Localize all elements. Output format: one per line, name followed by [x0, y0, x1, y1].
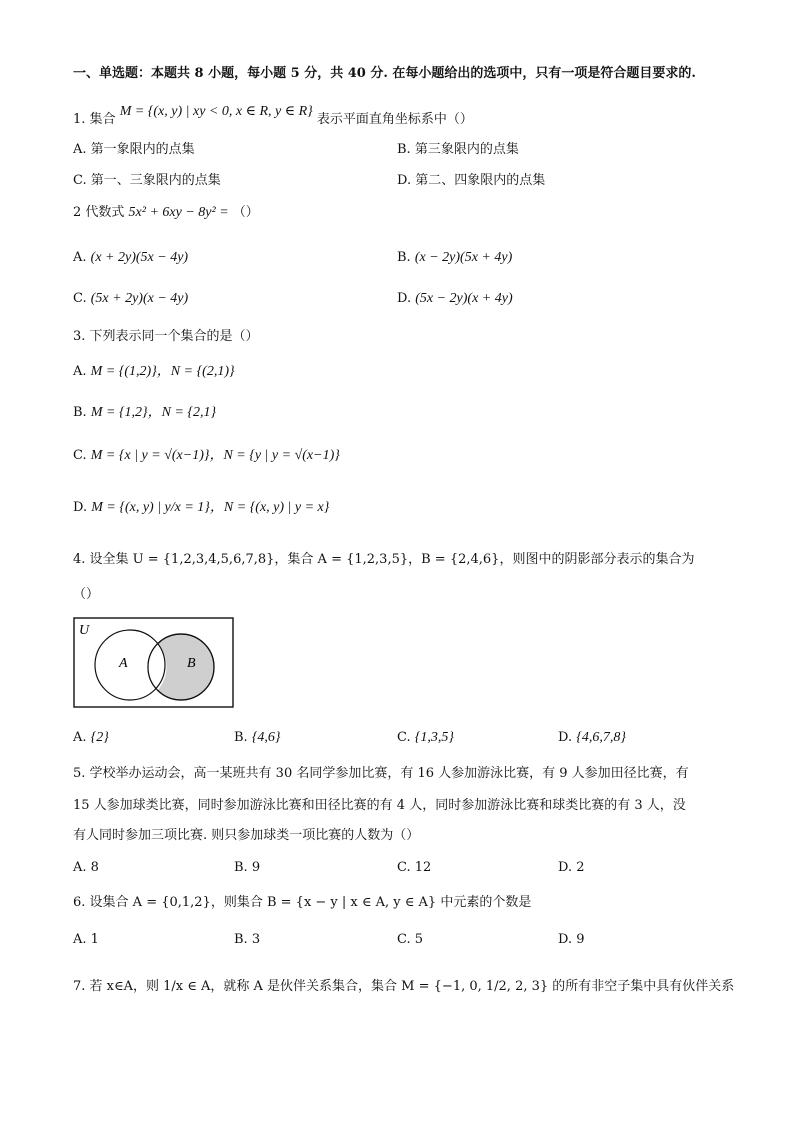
- option-text: M = {(x, y) | y/x = 1}，N = {(x, y) | y = x}: [91, 500, 330, 515]
- venn-universe-label: U: [79, 623, 90, 638]
- option-text: 5: [414, 932, 424, 947]
- q2-option-b[interactable]: [397, 248, 512, 268]
- option-label: A.: [73, 364, 87, 379]
- option-text: 8: [90, 860, 99, 875]
- q5-option-a[interactable]: [73, 858, 99, 878]
- option-text: 第一象限内的点集: [90, 142, 195, 157]
- q4-stem-cont: （）: [73, 587, 100, 602]
- q1-option-d[interactable]: [397, 171, 545, 191]
- section-title: 一、单选题：本题共 8 小题，每小题 5 分，共 40 分. 在每小题给出的选项中，只有一项是符合题目要求的.: [73, 66, 696, 81]
- option-label: C.: [73, 291, 87, 306]
- q6-option-a[interactable]: [73, 930, 99, 950]
- q2-number: 2 代数式: [73, 205, 125, 220]
- option-label: D.: [558, 860, 573, 875]
- option-text: 12: [414, 860, 432, 875]
- option-text: {4,6}: [251, 730, 281, 745]
- q2-option-d[interactable]: [397, 289, 513, 309]
- option-text: 第一、三象限内的点集: [90, 173, 221, 188]
- q1-math: M = {(x, y) | xy < 0, x ∈ R, y ∈ R}: [119, 104, 313, 119]
- option-label: C.: [397, 932, 411, 947]
- q2-option-c[interactable]: [73, 289, 188, 309]
- q4-option-c[interactable]: [397, 728, 454, 748]
- option-label: A.: [73, 932, 87, 947]
- q2-stem: [73, 203, 259, 223]
- option-label: B.: [397, 250, 411, 265]
- q6-option-b[interactable]: [234, 930, 260, 950]
- option-text: (x + 2y)(5x − 4y): [90, 250, 189, 265]
- option-label: A.: [73, 250, 87, 265]
- option-text: {4,6,7,8}: [576, 730, 626, 745]
- q3-option-b[interactable]: [73, 403, 216, 423]
- option-label: D.: [558, 932, 573, 947]
- option-text: {2}: [90, 730, 109, 745]
- q6-option-d[interactable]: [558, 930, 585, 950]
- q4-option-a[interactable]: [73, 728, 109, 748]
- option-label: B.: [234, 730, 248, 745]
- option-text: M = {(1,2)}，N = {(2,1)}: [90, 364, 235, 379]
- option-label: D.: [397, 291, 412, 306]
- q2-stem-tail: （）: [232, 205, 259, 220]
- q6-option-c[interactable]: [397, 930, 423, 950]
- option-text: {1,3,5}: [414, 730, 454, 745]
- option-text: M = {x | y = √(x−1)}，N = {y | y = √(x−1)}: [90, 448, 340, 463]
- option-label: A.: [73, 142, 87, 157]
- option-label: C.: [397, 860, 411, 875]
- option-label: D.: [73, 500, 88, 515]
- q1-stem: [73, 104, 473, 130]
- option-text: 1: [90, 932, 99, 947]
- q1-option-c[interactable]: [73, 171, 221, 191]
- option-label: B.: [73, 405, 87, 420]
- q7-stem: 7. 若 x∈A，则 1/x ∈ A，就称 A 是伙伴关系集合，集合 M = {−1, 0, 1/2, 2, 3} 的所有非空子集中具有伙伴关系: [73, 979, 735, 994]
- venn-set-a-label: A: [119, 656, 128, 671]
- option-text: (5x + 2y)(x − 4y): [90, 291, 189, 306]
- q2-option-a[interactable]: [73, 248, 188, 268]
- option-text: 9: [576, 932, 585, 947]
- q3-option-c[interactable]: [73, 446, 340, 466]
- option-text: 2: [576, 860, 585, 875]
- option-label: C.: [73, 448, 87, 463]
- option-label: A.: [73, 860, 87, 875]
- q3-stem: 3. 下列表示同一个集合的是（）: [73, 329, 259, 344]
- venn-set-b-label: B: [187, 656, 196, 671]
- option-label: A.: [73, 730, 87, 745]
- option-label: D.: [558, 730, 573, 745]
- option-text: 3: [251, 932, 261, 947]
- option-text: 9: [251, 860, 261, 875]
- option-text: (x − 2y)(5x + 4y): [414, 250, 513, 265]
- q1-number: 1. 集合: [73, 112, 116, 127]
- q5-option-d[interactable]: [558, 858, 585, 878]
- q1-option-b[interactable]: [397, 140, 519, 160]
- q5-line-1: 5. 学校举办运动会，高一某班共有 30 名同学参加比赛，有 16 人参加游泳比赛，有 9 人参加田径比赛，有: [73, 766, 689, 781]
- q5-option-b[interactable]: [234, 858, 260, 878]
- q2-math: 5x² + 6xy − 8y² =: [128, 205, 229, 220]
- option-text: 第三象限内的点集: [414, 142, 519, 157]
- option-label: C.: [397, 730, 411, 745]
- q4-option-d[interactable]: [558, 728, 626, 748]
- q3-option-a[interactable]: [73, 362, 235, 382]
- q4-stem: 4. 设全集 U = {1,2,3,4,5,6,7,8}，集合 A = {1,2,3,5}，B = {2,4,6}，则图中的阴影部分表示的集合为: [73, 552, 695, 567]
- option-label: B.: [234, 932, 248, 947]
- q1-option-a[interactable]: [73, 140, 195, 160]
- venn-diagram: [73, 617, 235, 709]
- option-text: M = {1,2}，N = {2,1}: [90, 405, 217, 420]
- q1-stem-tail: 表示平面直角坐标系中（）: [316, 112, 473, 127]
- q6-stem: 6. 设集合 A = {0,1,2}，则集合 B = {x − y | x ∈ A, y ∈ A} 中元素的个数是: [73, 895, 532, 910]
- q5-line-2: 15 人参加球类比赛，同时参加游泳比赛和田径比赛的有 4 人，同时参加游泳比赛和球类比赛的有 3 人，没: [73, 798, 686, 813]
- option-label: B.: [397, 142, 411, 157]
- q4-option-b[interactable]: [234, 728, 281, 748]
- option-text: 第二、四象限内的点集: [415, 173, 546, 188]
- q5-line-3: 有人同时参加三项比赛. 则只参加球类一项比赛的人数为（）: [73, 828, 420, 843]
- q5-option-c[interactable]: [397, 858, 431, 878]
- option-label: B.: [234, 860, 248, 875]
- option-label: C.: [73, 173, 87, 188]
- option-text: (5x − 2y)(x + 4y): [415, 291, 513, 306]
- option-label: D.: [397, 173, 412, 188]
- q3-option-d[interactable]: [73, 498, 329, 518]
